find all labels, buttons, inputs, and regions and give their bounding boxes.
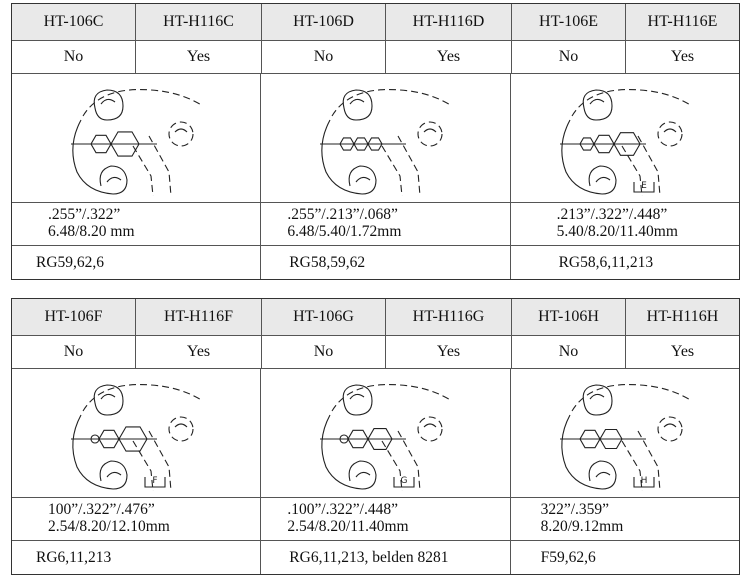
availability-cell: No <box>12 41 136 73</box>
availability-cell: Yes <box>386 336 512 368</box>
die-letter-label: G <box>400 476 408 486</box>
jaw-outline <box>83 90 203 116</box>
dimension-inch: 322”/.359” <box>540 501 610 518</box>
dimension-row <box>12 498 739 541</box>
dimension-mm: 2.54/8.20/12.10mm <box>48 518 170 535</box>
jaw-outline <box>332 90 452 116</box>
availability-cell: Yes <box>670 343 695 360</box>
jaw-channel <box>622 441 642 491</box>
dimension-cell <box>511 203 739 245</box>
dimension-mm: 6.48/5.40/1.72mm <box>287 223 402 240</box>
die-body <box>322 120 362 194</box>
model-header-row <box>12 4 739 41</box>
cable-row <box>12 541 739 574</box>
crimp-die-diagram <box>550 76 700 200</box>
jaw-outline <box>572 385 692 411</box>
die-diagram-row <box>12 369 739 498</box>
model-cell: HT-H116C <box>136 4 262 40</box>
jaw-channel <box>382 441 402 491</box>
jaw-channel <box>622 146 642 196</box>
die-letter-label: H <box>640 476 648 486</box>
cable-cell: RG58,6,11,213 <box>558 253 654 271</box>
die-diagram-cell <box>511 369 739 497</box>
model-cell: HT-H116G <box>386 299 512 335</box>
dimension-cell <box>511 498 739 540</box>
availability-cell: Yes <box>670 48 695 65</box>
die-finger-bottom <box>100 461 127 489</box>
die-diagram-cell <box>261 74 510 202</box>
die-finger-detail <box>101 99 115 104</box>
cable-cell: RG59,62,6 <box>12 246 261 279</box>
model-cell: HT-H116D <box>386 4 512 40</box>
dimension-mm: 6.48/8.20 mm <box>48 223 135 240</box>
die-grid <box>11 3 740 280</box>
dimension-cell <box>261 498 510 540</box>
availability-cell: No <box>262 336 386 368</box>
die-finger-detail <box>107 177 121 182</box>
model-cell: HT-H116E <box>647 13 718 30</box>
die-body <box>562 415 602 489</box>
die-finger-bottom <box>350 166 377 194</box>
availability-row <box>12 41 739 74</box>
pivot-detail <box>424 424 436 427</box>
model-cell: HT-106F <box>12 299 136 335</box>
dimension-mm: 8.20/9.12mm <box>540 518 624 535</box>
pivot-detail <box>664 129 676 132</box>
cable-cell: RG6,11,213, belden 8281 <box>261 541 510 574</box>
jaw-outline <box>332 385 452 411</box>
availability-row <box>12 336 739 369</box>
die-letter-label: F <box>152 476 158 486</box>
die-finger-bottom <box>589 166 616 194</box>
model-cell: HT-106G <box>262 299 386 335</box>
die-body <box>322 415 362 489</box>
cable-cell: RG6,11,213 <box>12 541 261 574</box>
pivot-detail <box>664 424 676 427</box>
die-finger-detail <box>590 394 604 399</box>
dimension-cell <box>12 203 261 245</box>
crimp-die-diagram <box>61 76 211 200</box>
model-cell: HT-H116H <box>646 308 719 325</box>
model-cell: HT-106E <box>512 4 626 40</box>
dimension-mm: 5.40/8.20/11.40mm <box>556 223 678 240</box>
die-finger-detail <box>596 177 610 182</box>
jaw-outline <box>83 385 203 411</box>
die-table-top <box>11 3 740 280</box>
dimension-cell <box>12 498 261 540</box>
availability-cell: No <box>512 41 626 73</box>
dimension-inch: 100”/.322”/.476” <box>48 501 155 518</box>
pivot-detail <box>424 129 436 132</box>
die-grid <box>11 298 740 575</box>
availability-cell: Yes <box>386 41 512 73</box>
cable-cell: RG58,59,62 <box>261 246 510 279</box>
die-finger-detail <box>107 472 121 477</box>
die-finger-bottom <box>350 461 377 489</box>
jaw-channel <box>382 146 402 196</box>
crimp-die-diagram <box>310 371 460 495</box>
dimension-inch: .255”/.213”/.068” <box>287 206 398 223</box>
die-body <box>73 415 113 489</box>
die-finger-detail <box>356 472 370 477</box>
pivot-detail <box>175 424 187 427</box>
die-finger-detail <box>356 177 370 182</box>
cable-row <box>12 246 739 279</box>
pivot-circle <box>418 417 442 441</box>
jaw-channel <box>133 441 153 491</box>
die-diagram-cell <box>261 369 510 497</box>
model-cell: HT-106D <box>262 4 386 40</box>
die-finger-detail <box>596 472 610 477</box>
die-diagram-cell <box>511 74 739 202</box>
die-diagram-cell <box>12 74 261 202</box>
availability-cell: Yes <box>136 41 262 73</box>
pivot-circle <box>658 122 682 146</box>
dimension-inch: .100”/.322”/.448” <box>287 501 398 518</box>
model-cell: HT-106C <box>12 4 136 40</box>
dimension-inch: .213”/.322”/.448” <box>556 206 668 223</box>
die-finger-detail <box>590 99 604 104</box>
die-diagram-cell <box>12 369 261 497</box>
model-cell: HT-106H <box>512 299 626 335</box>
cable-cell: F59,62,6 <box>540 548 596 566</box>
die-letter-label: E <box>640 181 647 191</box>
dimension-mm: 2.54/8.20/11.40mm <box>287 518 409 535</box>
availability-cell: No <box>12 336 136 368</box>
dimension-inch: .255”/.322” <box>48 206 121 223</box>
die-body <box>73 120 113 194</box>
die-finger-detail <box>350 99 364 104</box>
availability-cell: No <box>512 336 626 368</box>
model-header-row <box>12 299 739 336</box>
pivot-circle <box>658 417 682 441</box>
die-body <box>562 120 602 194</box>
die-finger-bottom <box>100 166 127 194</box>
crimp-die-diagram <box>310 76 460 200</box>
dimension-row <box>12 203 739 246</box>
jaw-channel <box>133 146 153 196</box>
die-finger-detail <box>101 394 115 399</box>
pivot-circle <box>169 122 193 146</box>
pivot-detail <box>175 129 187 132</box>
model-cell: HT-H116F <box>136 299 262 335</box>
jaw-outline <box>572 90 692 116</box>
dimension-cell <box>261 203 510 245</box>
die-finger-bottom <box>589 461 616 489</box>
crimp-die-diagram <box>61 371 211 495</box>
availability-cell: No <box>262 41 386 73</box>
crimp-die-diagram <box>550 371 700 495</box>
pivot-circle <box>169 417 193 441</box>
die-finger-detail <box>350 394 364 399</box>
die-table-bottom <box>11 298 740 575</box>
availability-cell: Yes <box>136 336 262 368</box>
pivot-circle <box>418 122 442 146</box>
die-diagram-row <box>12 74 739 203</box>
